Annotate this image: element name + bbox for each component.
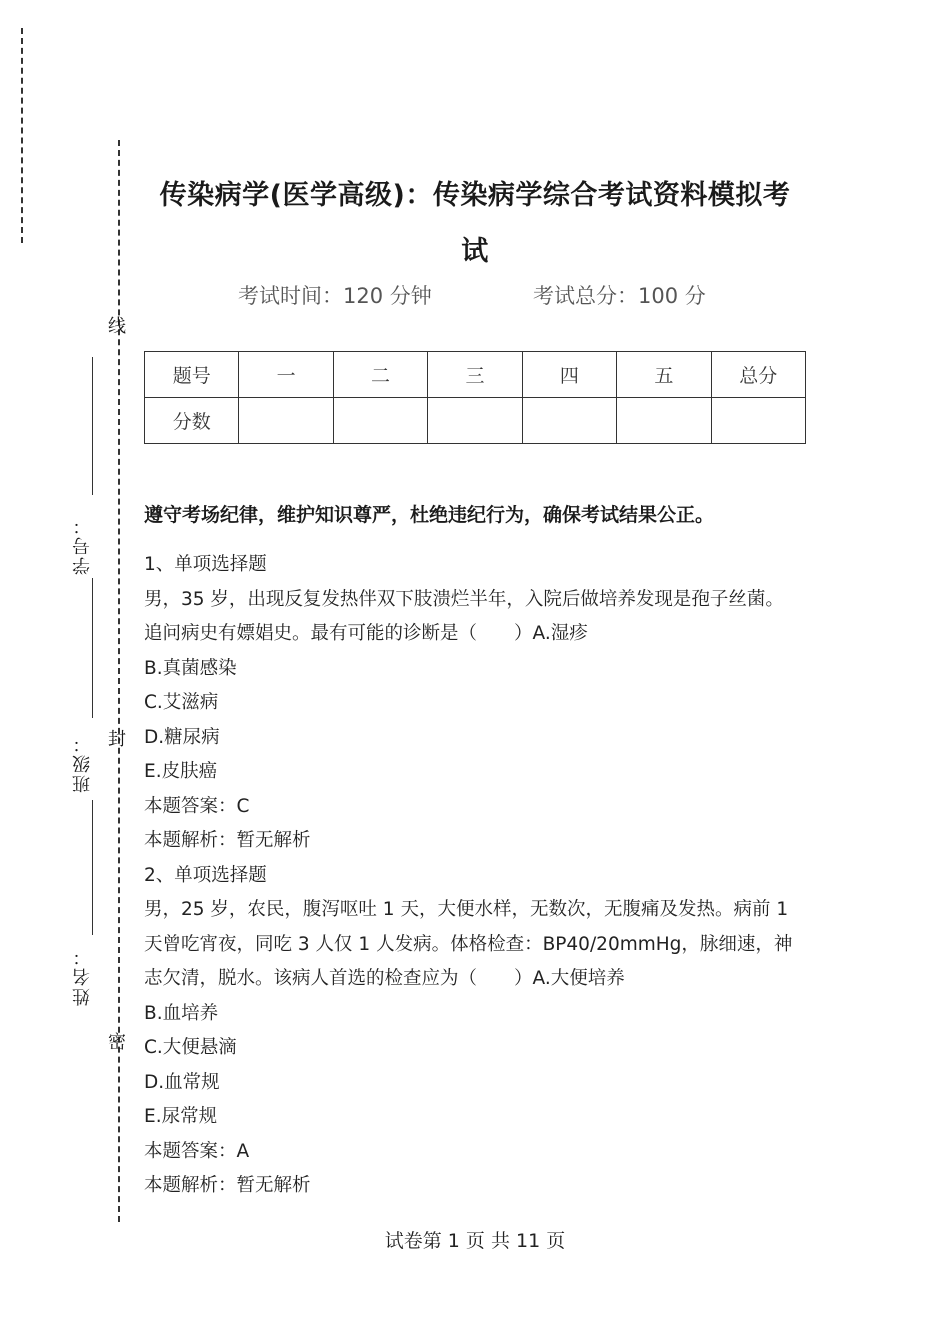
score-table-header-row	[145, 352, 806, 398]
question-answer: 本题答案：A	[144, 1140, 250, 1162]
question-stem: 天曾吃宵夜，同吃 3 人仅 1 人发病。体格检查：BP40/20mmHg，脉细速，神	[144, 933, 793, 955]
question-option: B.真菌感染	[144, 657, 237, 679]
student-id-label: 学号：	[72, 515, 93, 575]
score-cell[interactable]	[428, 398, 522, 444]
total-score: 考试总分：100 分	[533, 284, 706, 308]
title-line-1: 传染病学(医学高级)：传染病学综合考试资料模拟考	[159, 180, 791, 211]
score-header-cell: 二	[333, 352, 427, 398]
score-header-cell: 三	[428, 352, 522, 398]
binding-dash-line-top	[21, 28, 23, 243]
student-id-blank	[92, 357, 93, 495]
page-title	[140, 168, 810, 280]
question-analysis: 本题解析：暂无解析	[144, 830, 311, 851]
score-row-label: 分数	[145, 398, 239, 444]
score-cell[interactable]	[239, 398, 333, 444]
score-cell[interactable]	[522, 398, 616, 444]
score-cell[interactable]	[333, 398, 427, 444]
exam-time: 考试时间：120 分钟	[238, 284, 432, 308]
question-option: E.皮肤癌	[144, 761, 218, 782]
score-header-cell: 五	[617, 352, 711, 398]
question-stem: 男，25 岁，农民，腹泻呕吐 1 天，大便水样，无数次，无腹痛及发热。病前 1	[144, 899, 789, 920]
class-blank	[92, 578, 93, 718]
question-option: B.血培养	[144, 1002, 219, 1024]
question-option: E.尿常规	[144, 1106, 218, 1127]
score-header-cell: 四	[522, 352, 616, 398]
exam-notice: 遵守考场纪律，维护知识尊严，杜绝违纪行为，确保考试结果公正。	[144, 504, 715, 526]
score-cell[interactable]	[711, 398, 805, 444]
binding-dash-line	[118, 140, 120, 1222]
score-cell[interactable]	[617, 398, 711, 444]
question-answer: 本题答案：C	[144, 795, 250, 817]
seal-char-mi: 密	[108, 1032, 126, 1053]
question-option: D.糖尿病	[144, 726, 220, 748]
page-footer: 试卷第 1 页 共 11 页	[384, 1230, 566, 1252]
seal-char-feng: 封	[108, 729, 126, 750]
question-option: C.大便悬滴	[144, 1037, 237, 1058]
question-list	[144, 548, 814, 1204]
question-type: 1、单项选择题	[144, 554, 267, 575]
name-blank	[92, 800, 93, 935]
question-analysis: 本题解析：暂无解析	[144, 1175, 311, 1196]
question-stem: 男，35 岁，出现反复发热伴双下肢溃烂半年，入院后做培养发现是孢子丝菌。	[144, 588, 784, 610]
score-table-score-row	[145, 398, 806, 444]
score-header-cell: 一	[239, 352, 333, 398]
question-stem: 志欠清，脱水。该病人首选的检查应为（ ）A.大便培养	[144, 968, 625, 989]
question-type: 2、单项选择题	[144, 864, 267, 886]
class-label: 班级：	[72, 733, 93, 793]
question-option: C.艾滋病	[144, 692, 219, 713]
name-label: 姓名：	[72, 946, 93, 1006]
score-table	[144, 351, 806, 444]
seal-char-xian: 线	[108, 316, 126, 337]
question-option: D.血常规	[144, 1071, 220, 1093]
title-line-2: 试	[461, 236, 489, 267]
question-stem: 追问病史有嫖娼史。最有可能的诊断是（ ）A.湿疹	[144, 623, 588, 644]
score-header-cell: 总分	[711, 352, 805, 398]
score-header-cell: 题号	[145, 352, 239, 398]
